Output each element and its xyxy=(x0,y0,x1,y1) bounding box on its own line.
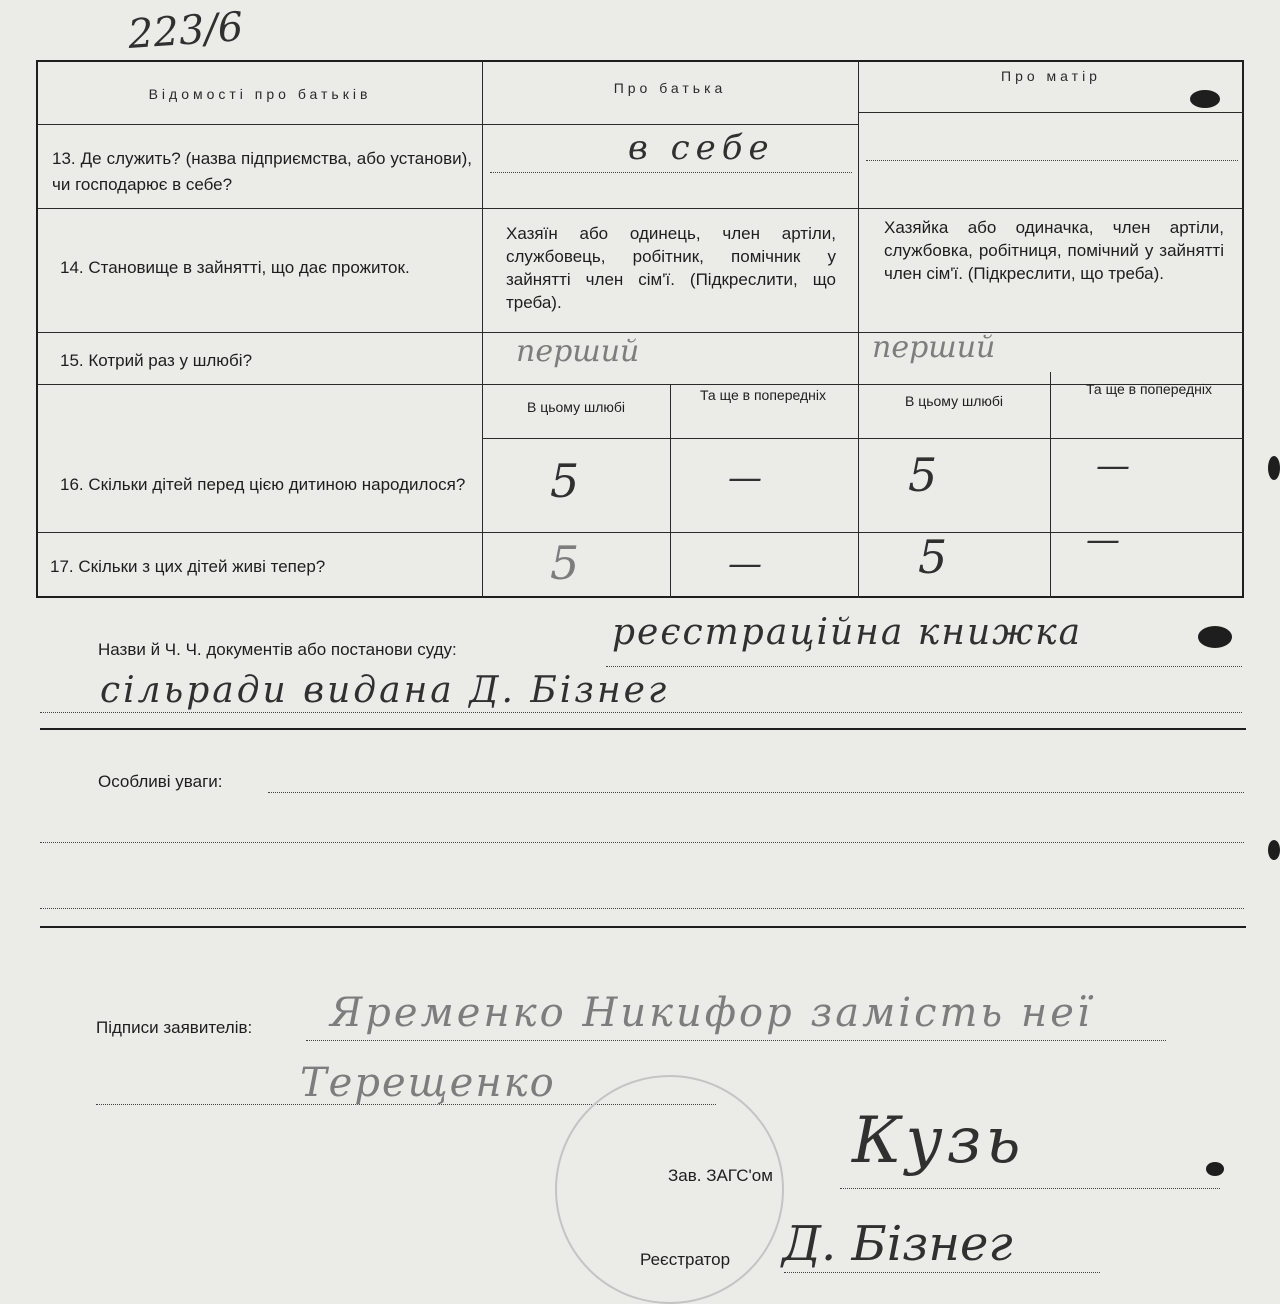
header-mother: Про матір xyxy=(1001,68,1101,84)
applicants-signature-1: Яременко Никифор замість неї xyxy=(330,990,1093,1036)
q16-father-prev: — xyxy=(728,458,762,498)
header-info: Відомості про батьків xyxy=(148,86,372,102)
registrar-signature: Д. Бізнег xyxy=(782,1216,1013,1272)
remarks-line-3 xyxy=(40,908,1244,909)
section-divider xyxy=(40,926,1246,928)
archive-page-number: 223/6 xyxy=(126,4,245,58)
header-father: Про батька xyxy=(613,80,727,96)
registrar-label: Реєстратор xyxy=(640,1250,731,1269)
documents-handwriting-2: сільради видана Д. Бізнег xyxy=(100,670,670,711)
applicants-signatures-label: Підписи заявителів: xyxy=(96,1018,253,1037)
mother-marriage-count: перший xyxy=(872,330,996,365)
column-divider xyxy=(670,384,671,598)
remarks-label: Особливі уваги: xyxy=(98,772,223,791)
parents-info-table xyxy=(36,60,1244,598)
row-divider xyxy=(482,438,1244,439)
subheader-father-previous: Та ще в попередніх xyxy=(700,387,826,403)
answer-line xyxy=(490,172,852,173)
q16-mother-this: 5 xyxy=(908,448,938,502)
answer-line xyxy=(866,160,1238,161)
father-marriage-count: перший xyxy=(516,334,640,369)
row-divider xyxy=(38,332,1244,333)
zags-head-signature: Кузь xyxy=(852,1104,1025,1178)
question-17: 17. Скільки з цих дітей живі тепер? xyxy=(50,557,326,576)
ink-blot xyxy=(1198,626,1232,648)
row-divider xyxy=(38,532,1244,533)
q16-father-this: 5 xyxy=(550,454,580,508)
zags-head-label: Зав. ЗАГС'ом xyxy=(668,1166,773,1185)
documents-line-1 xyxy=(606,666,1242,667)
row-divider xyxy=(482,124,858,125)
q17-mother-this: 5 xyxy=(918,530,948,584)
row-divider xyxy=(38,208,1244,209)
father-workplace-answer: в себе xyxy=(628,128,775,168)
subheader-mother-this-marriage: В цьому шлюбі xyxy=(904,393,1004,409)
ink-blot xyxy=(1268,456,1280,480)
question-16: 16. Скільки дітей перед цією дитиною народилося? xyxy=(60,475,466,494)
row-divider xyxy=(858,112,1244,113)
question-13: 13. Де служить? (назва підприємства, або установи), чи господарює в себе? xyxy=(52,149,472,194)
mother-occupation-options: Хазяйка або одиначка, член артіли, службовка, робітниця, помічний у зайнятті член сім'ї. (Підкреслити, що треба). xyxy=(884,218,1224,283)
section-divider xyxy=(40,728,1246,730)
ink-blot xyxy=(1268,840,1280,860)
applicants-signature-2: Терещенко xyxy=(300,1060,556,1106)
column-divider xyxy=(1050,372,1051,598)
ink-blot xyxy=(1206,1162,1224,1176)
remarks-line-2 xyxy=(40,842,1244,843)
zags-head-sign-line xyxy=(840,1188,1220,1189)
remarks-line-1 xyxy=(268,792,1244,793)
subheader-father-this-marriage: В цьому шлюбі xyxy=(526,399,626,415)
question-14: 14. Становище в зайнятті, що дає прожиток. xyxy=(60,258,410,277)
row-divider xyxy=(38,124,482,125)
column-divider xyxy=(482,62,483,598)
ink-blot xyxy=(1190,90,1220,108)
signatures-line-1 xyxy=(306,1040,1166,1041)
q17-father-prev: — xyxy=(728,544,762,584)
row-divider xyxy=(38,384,1244,385)
q17-father-this: 5 xyxy=(550,536,580,590)
registrar-sign-line xyxy=(784,1272,1100,1273)
q16-mother-prev: — xyxy=(1096,446,1130,486)
documents-line-2 xyxy=(40,712,1242,713)
question-15: 15. Котрий раз у шлюбі? xyxy=(60,351,253,370)
documents-handwriting-1: реєстраційна книжка xyxy=(612,612,1083,653)
column-divider xyxy=(858,62,859,598)
documents-label: Назви й Ч. Ч. документів або постанови суду: xyxy=(98,640,457,659)
father-occupation-options: Хазяїн або одинець, член артіли, службовець, робітник, помічник у зайнятті член сім'ї. (Підкреслити, що треба). xyxy=(506,224,836,312)
q17-mother-prev: — xyxy=(1086,520,1120,560)
subheader-mother-previous: Та ще в попередніх xyxy=(1086,381,1212,397)
